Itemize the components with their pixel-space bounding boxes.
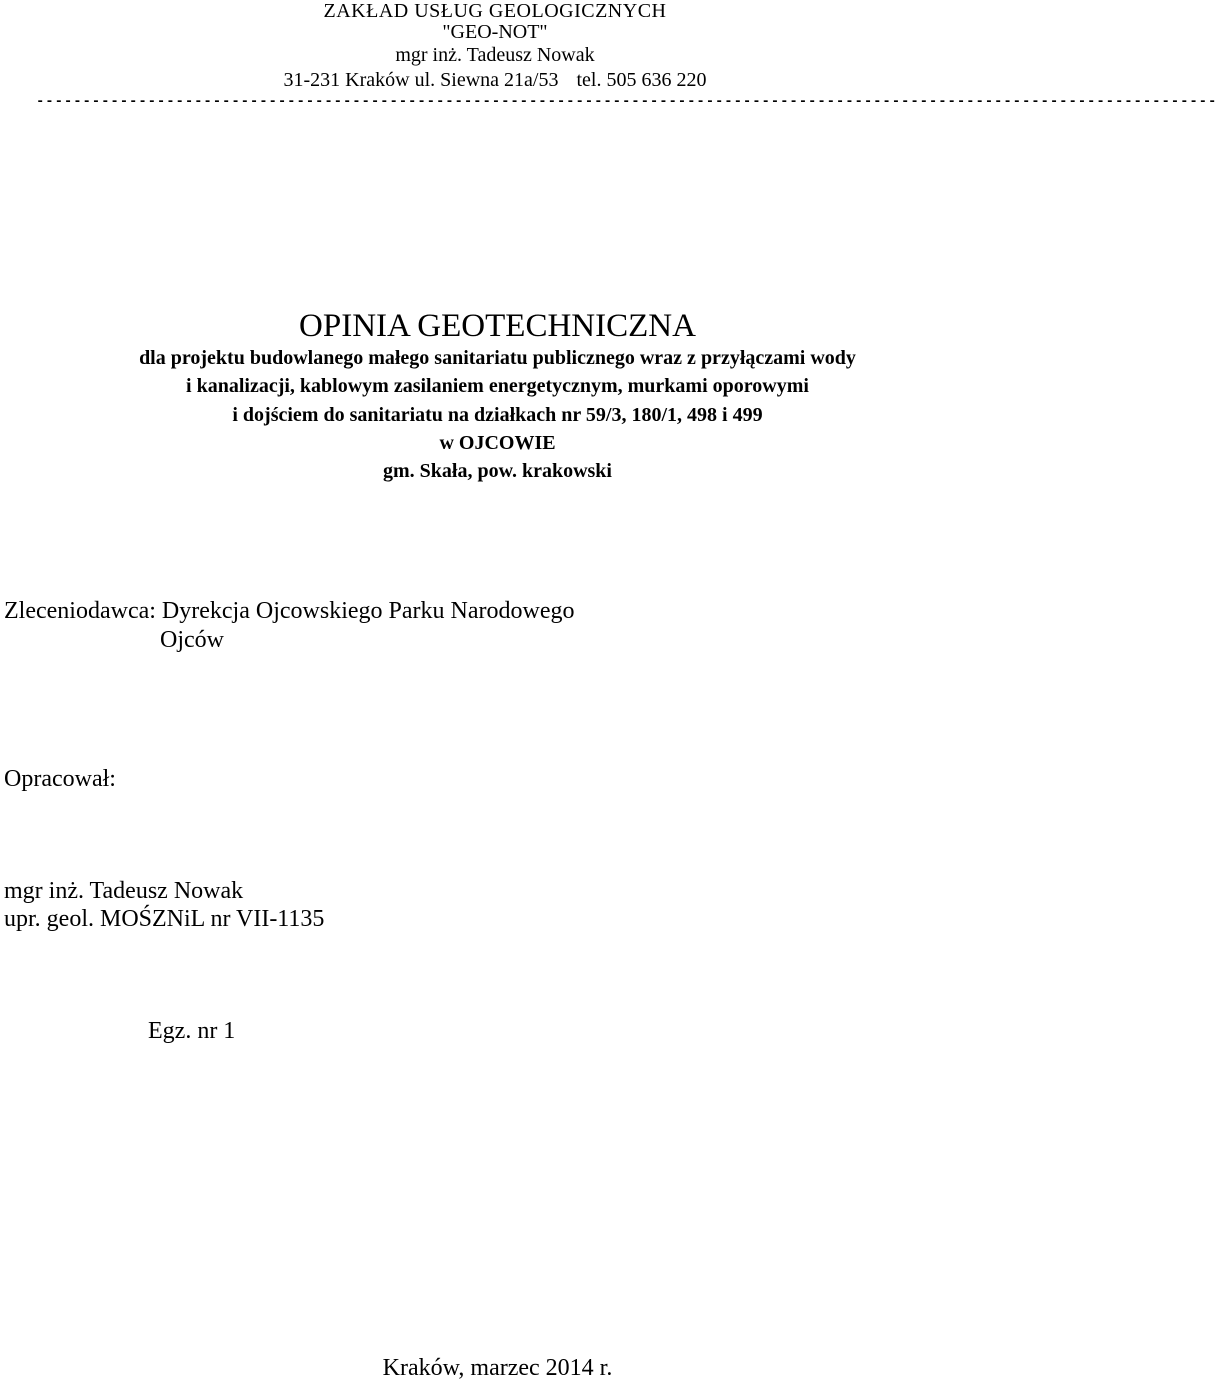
document-title: OPINIA GEOTECHNICZNA <box>299 308 696 344</box>
subtitle-line: gm. Skała, pow. krakowski <box>383 460 612 482</box>
client-name: Dyrekcja Ojcowskiego Parku Narodowego <box>161 598 575 624</box>
author-license: upr. geol. MOŚZNiL nr VII-1135 <box>4 906 325 932</box>
client-city: Ojców <box>160 627 224 653</box>
header-separator: ------------------------------------------------------------------------------------------------------------------------------- <box>36 94 1217 110</box>
author-label: Opracował: <box>4 766 116 792</box>
header-contact <box>0 70 990 91</box>
header-phone: tel. 505 636 220 <box>576 69 707 91</box>
company-brand: "GEO-NOT" <box>442 21 548 43</box>
subtitle-line: i dojściem do sanitariatu na działkach nr 59/3, 180/1, 498 i 499 <box>232 404 763 426</box>
client-label: Zleceniodawca: <box>4 598 156 624</box>
subtitle-line: dla projektu budowlanego małego sanitariatu publicznego wraz z przyłączami wody <box>139 347 856 369</box>
client-line <box>4 597 574 625</box>
subtitle-line: w OJCOWIE <box>439 432 556 454</box>
header-address: 31-231 Kraków ul. Siewna 21a/53 <box>283 69 559 91</box>
subtitle-line: i kanalizacji, kablowym zasilaniem energetycznym, murkami oporowymi <box>186 375 809 397</box>
footer-place-date: Kraków, marzec 2014 r. <box>382 1355 613 1381</box>
company-name: ZAKŁAD USŁUG GEOLOGICZNYCH <box>323 0 667 22</box>
copy-number: Egz. nr 1 <box>148 1018 236 1044</box>
author-name: mgr inż. Tadeusz Nowak <box>4 878 244 904</box>
header-person: mgr inż. Tadeusz Nowak <box>395 44 595 66</box>
